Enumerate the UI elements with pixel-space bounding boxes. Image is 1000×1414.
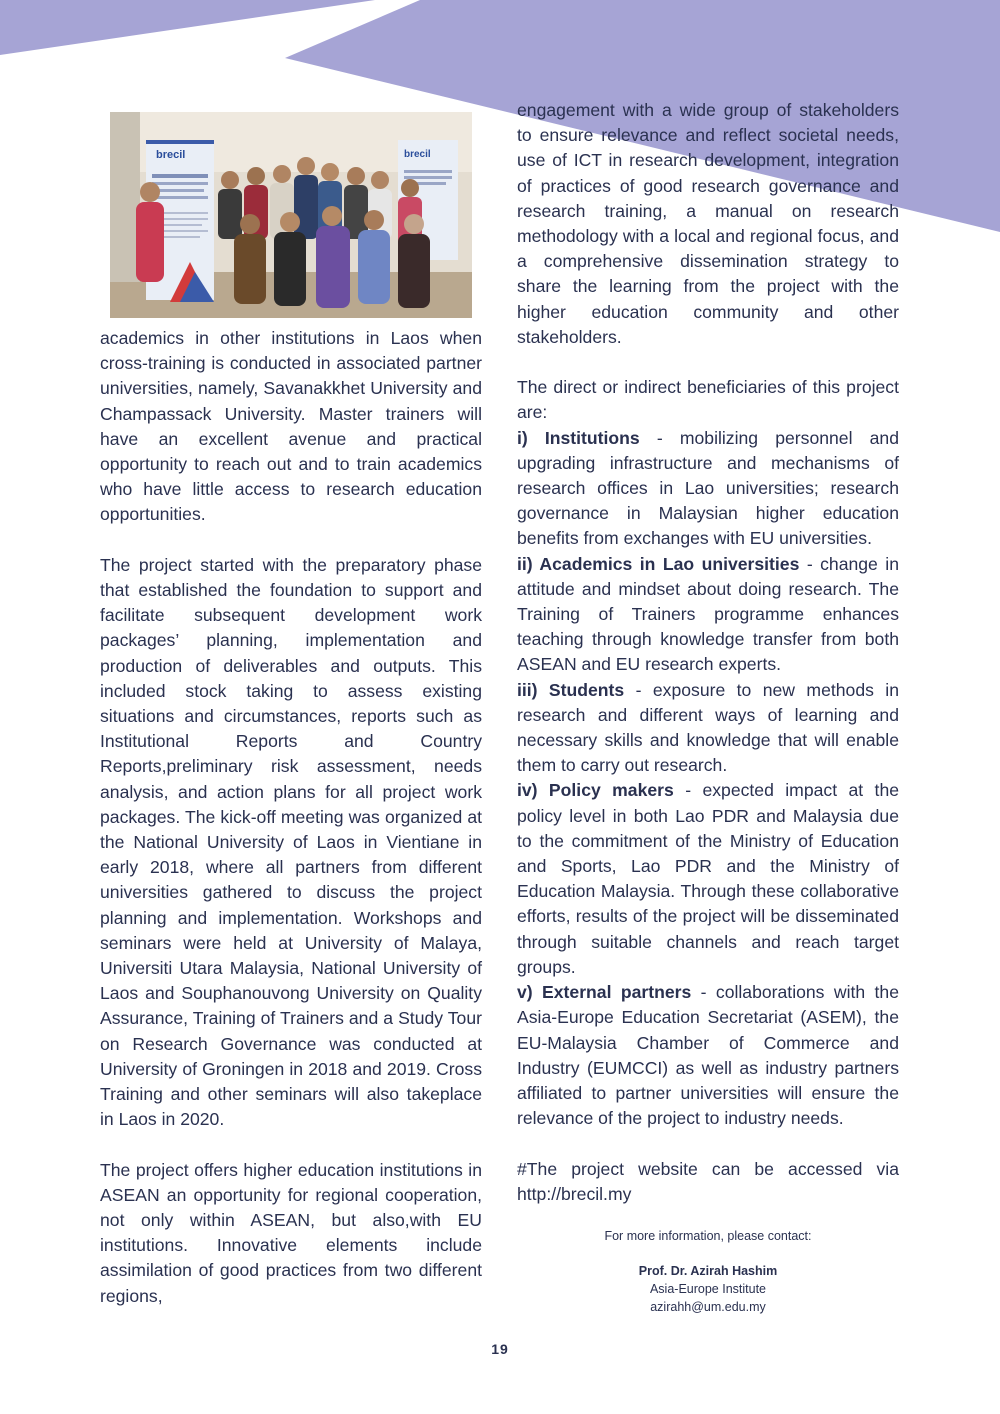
contact-email[interactable]: azirahh@um.edu.my <box>650 1300 766 1314</box>
beneficiary-label: iv) Policy makers <box>517 780 674 801</box>
beneficiary-text: - collaborations with the Asia-Europe Education Secretariat (ASEM), the EU-Malaysia Chamber of Commerce and Industry (EUMCCI) as well as industry partners affiliated to partner universities will ensure the relevance of the project to industry needs. <box>517 982 899 1129</box>
banner-logo-left: brecil <box>156 149 186 161</box>
page-number: 19 <box>491 1341 509 1357</box>
beneficiary-institutions <box>517 426 899 552</box>
contact-heading: For more information, please contact: <box>604 1229 812 1243</box>
left-column <box>100 326 482 1309</box>
website-note: #The project website can be accessed via http://brecil.my <box>517 1158 899 1204</box>
contact-name: Prof. Dr. Azirah Hashim <box>638 1264 778 1278</box>
beneficiary-label: iii) Students <box>517 679 625 700</box>
left-paragraph-3: The project offers higher education institutions in ASEAN an opportunity for regional cooperation, not only within ASEAN, but also,with EU institutions. Innovative elements include assimilation of good practices from two different regions, <box>100 1159 482 1306</box>
beneficiary-text: - exposure to new methods in research and different ways of learning and necessary skills and knowledge that will enable them to carry out research. <box>517 679 899 776</box>
left-paragraph-2: The project started with the preparatory phase that established the foundation to support and facilitate subsequent development work packages’ planning, implementation and production of deliverables and outputs. This included stock taking to assess existing situations and circumstances, reports such as Institutional Reports and Country Reports,preliminary risk assessment, needs analysis, and action plans for all project work packages. The kick-off meeting was organized at the National University of Laos in Vientiane in early 2018, where all partners from different universities gathered to discuss the project planning and implementation. Workshops and seminars were held at University of Malaya, Universiti Utara Malaysia, National University of Laos and Souphanouvong University on Quality Assurance, Training of Trainers and a Study Tour on Research Governance was conducted at University of Groningen in 2018 and 2019. Cross Training and other seminars will also takeplace in Laos in 2020. <box>100 554 482 1130</box>
beneficiary-label: i) Institutions <box>517 427 640 448</box>
beneficiary-label: v) External partners <box>517 982 692 1003</box>
group-photo <box>110 112 472 318</box>
beneficiaries-intro: The direct or indirect beneficiaries of this project are: <box>517 377 899 423</box>
beneficiary-policy-makers <box>517 778 899 980</box>
right-column <box>517 98 899 1207</box>
beneficiary-text: - expected impact at the policy level in both Lao PDR and Malaysia due to the commitment of the Ministry of Education and Sports, Lao PDR and the Ministry of Education Malaysia. Through these collaborative efforts, results of the project will be disseminated through suitable channels and reach target groups. <box>517 780 900 977</box>
beneficiary-text: - mobilizing personnel and upgrading infrastructure and mechanisms of research offices in Lao universities; research governance in Malaysian higher education benefits from exchanges with EU universities. <box>517 427 899 549</box>
beneficiary-students <box>517 678 899 779</box>
right-paragraph-1: engagement with a wide group of stakeholders to ensure relevance and reflect societal needs, use of ICT in research development, integration of practices of good research governance and research training, a manual on research methodology with a local and regional focus, and a comprehensive dissemination strategy to share the learning from the project with the higher education community and other stakeholders. <box>517 100 899 347</box>
beneficiary-label: ii) Academics in Lao universities <box>517 553 800 574</box>
beneficiary-external-partners <box>517 980 899 1131</box>
banner-logo-right: brecil <box>404 149 431 160</box>
left-paragraph-1: academics in other institutions in Laos when cross-training is conducted in associated partner universities, namely, Savanakkhet University and Champassack University. Master trainers will have an excellent avenue and practical opportunity to reach out and to train academics who have little access to research education opportunities. <box>100 328 482 525</box>
beneficiary-text: - change in attitude and mindset about doing research. The Training of Trainers programme enhances teaching through knowledge transfer from both ASEAN and EU research experts. <box>517 553 899 675</box>
contact-institute: Asia-Europe Institute <box>649 1282 767 1296</box>
contact-details <box>517 1262 899 1316</box>
beneficiary-academics <box>517 552 899 678</box>
